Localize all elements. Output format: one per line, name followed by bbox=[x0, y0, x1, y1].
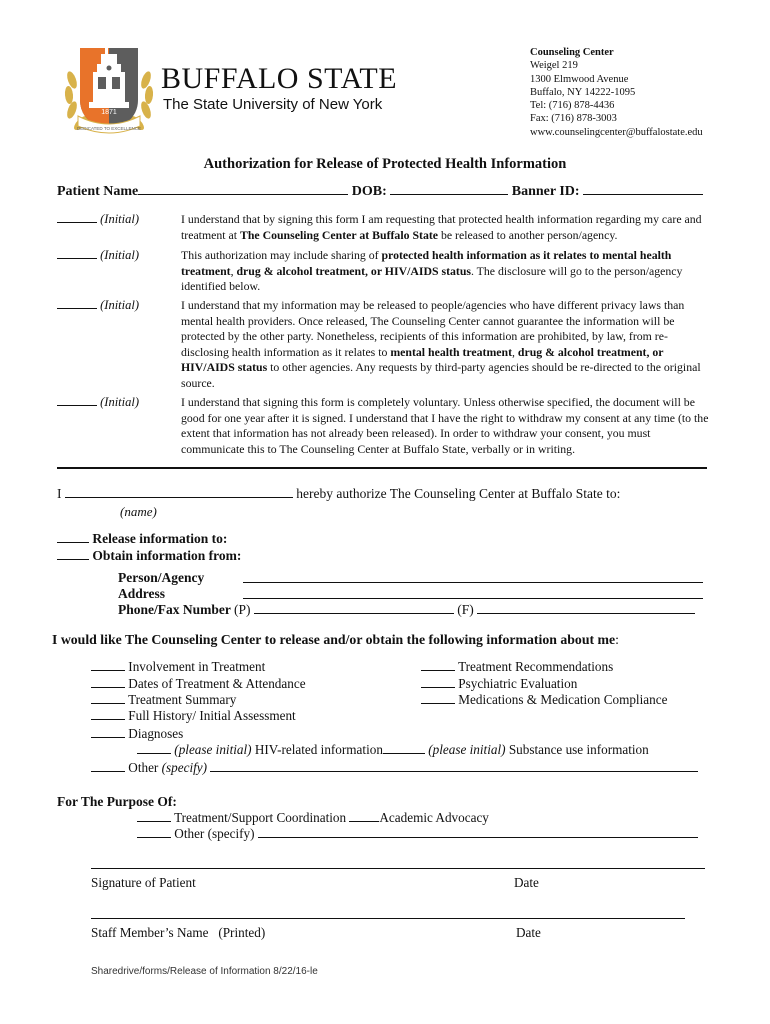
brand-subtitle: The State University of New York bbox=[163, 96, 383, 113]
please-initial-label: (please initial) bbox=[428, 742, 506, 757]
statement-text: , bbox=[230, 263, 237, 278]
purpose-row-1 bbox=[137, 810, 489, 826]
purpose-academic-label: Academic Advocacy bbox=[379, 810, 489, 825]
info-item-label: Diagnoses bbox=[128, 726, 184, 741]
info-check-field[interactable] bbox=[91, 737, 125, 738]
hiv-label: HIV-related information bbox=[254, 742, 383, 757]
statement-text: to other agencies. Any requests by third-party agencies should be re-directed to the original source. bbox=[181, 360, 701, 390]
contact-room: Weigel 219 bbox=[530, 60, 578, 72]
statement-text: I understand that my information may be released to people/agencies who have different privacy laws than mental health providers. Once released, The Counseling Center cannot guarantee the information will be protected by the other party. Nonetheless, recipients of this information are prohibited, by law, from re-disclosing health information as it relates to bbox=[181, 298, 685, 359]
initial-row-1 bbox=[57, 212, 139, 227]
info-item bbox=[91, 708, 296, 724]
divider bbox=[57, 467, 707, 469]
authorize-suffix: hereby authorize The Counseling Center at Buffalo State to: bbox=[296, 486, 621, 501]
info-check-field[interactable] bbox=[91, 687, 125, 688]
statement-bold-text: protected health information as it relates to mental health treatment bbox=[181, 248, 672, 278]
contact-tel: Tel: (716) 878-4436 bbox=[530, 100, 615, 112]
purpose-check-field[interactable] bbox=[137, 821, 171, 822]
obtain-label: Obtain information from: bbox=[92, 548, 242, 563]
contact-email[interactable]: www.counselingcenter@buffalostate.edu bbox=[530, 126, 703, 138]
date-label: Date bbox=[514, 875, 539, 890]
purpose-other-field[interactable] bbox=[258, 837, 698, 838]
info-check-field[interactable] bbox=[421, 670, 455, 671]
obtain-check-field[interactable] bbox=[57, 559, 89, 560]
release-option bbox=[57, 531, 227, 547]
seal-motto: DEDICATED TO EXCELLENCE bbox=[76, 126, 142, 131]
page-title: Authorization for Release of Protected Health Information bbox=[203, 156, 567, 172]
info-item-label: Involvement in Treatment bbox=[128, 659, 266, 674]
initial-row-4 bbox=[57, 395, 139, 410]
authorize-line bbox=[57, 486, 620, 502]
contact-fax: Fax: (716) 878-3003 bbox=[530, 113, 617, 125]
authorizer-name-field[interactable] bbox=[65, 497, 293, 498]
purpose-check-field[interactable] bbox=[137, 837, 171, 838]
other-label: Other bbox=[128, 760, 159, 775]
info-item-label: Dates of Treatment & Attendance bbox=[128, 676, 306, 691]
statement-bold-text: drug & alcohol treatment, or HIV/AIDS status bbox=[181, 344, 664, 374]
phone-field[interactable] bbox=[254, 613, 454, 614]
initial-field[interactable] bbox=[57, 258, 97, 259]
statement-bold-text: The Counseling Center at Buffalo State bbox=[239, 227, 439, 242]
info-other bbox=[91, 760, 698, 776]
patient-signature-field[interactable] bbox=[91, 868, 705, 869]
staff-name-field[interactable] bbox=[91, 918, 685, 919]
statement-bold-text: drug & alcohol treatment, or HIV/AIDS status bbox=[236, 263, 471, 278]
info-item-label: Treatment Summary bbox=[128, 692, 237, 707]
obtain-option bbox=[57, 548, 241, 564]
phone-fax-line bbox=[118, 602, 695, 618]
info-item-label: Treatment Recommendations bbox=[458, 659, 614, 674]
dob-label: DOB: bbox=[351, 184, 387, 199]
statement-text: This authorization may include sharing of bbox=[181, 248, 382, 262]
statement-2 bbox=[181, 248, 709, 295]
other-specify-field[interactable] bbox=[210, 771, 698, 772]
info-item bbox=[91, 726, 183, 742]
person-agency-field[interactable] bbox=[243, 582, 703, 583]
initial-label: (Initial) bbox=[100, 248, 140, 262]
info-item bbox=[421, 659, 613, 675]
fax-f-label: (F) bbox=[457, 602, 474, 617]
signature-patient-label: Signature of Patient bbox=[91, 875, 196, 890]
seal-year: 1871 bbox=[101, 109, 117, 116]
purpose-heading: For The Purpose Of: bbox=[57, 794, 177, 809]
dob-field[interactable] bbox=[390, 194, 508, 195]
info-item-label: Medications & Medication Compliance bbox=[458, 692, 668, 707]
purpose-check-field[interactable] bbox=[349, 821, 379, 822]
specify-label: (specify) bbox=[161, 760, 208, 775]
info-item bbox=[421, 692, 667, 708]
banner-id-field[interactable] bbox=[583, 194, 703, 195]
name-caption: (name) bbox=[120, 504, 157, 519]
statement-3 bbox=[181, 298, 709, 391]
purpose-row-2 bbox=[137, 826, 698, 842]
purpose-treatment-label: Treatment/Support Coordination bbox=[174, 810, 347, 825]
brand-title: BUFFALO STATE bbox=[161, 62, 398, 95]
info-check-field[interactable] bbox=[421, 687, 455, 688]
purpose-other-label: Other (specify) bbox=[174, 826, 255, 841]
diagnoses-subitems bbox=[137, 742, 649, 758]
banner-id-label: Banner ID: bbox=[511, 184, 580, 199]
info-item bbox=[91, 676, 306, 692]
statement-text: . The disclosure will go to the person/agency identified below. bbox=[181, 263, 683, 293]
patient-name-field[interactable] bbox=[138, 194, 348, 195]
initial-row-3 bbox=[57, 298, 139, 313]
footer-path: Sharedrive/forms/Release of Information 8/22/16-le bbox=[91, 966, 318, 977]
info-check-field[interactable] bbox=[91, 719, 125, 720]
date-label: Date bbox=[516, 925, 541, 940]
release-check-field[interactable] bbox=[57, 542, 89, 543]
initial-label: (Initial) bbox=[100, 395, 140, 409]
patient-info-line bbox=[57, 184, 703, 200]
please-initial-label: (please initial) bbox=[174, 742, 252, 757]
info-item bbox=[91, 692, 236, 708]
address-label: Address bbox=[118, 586, 166, 601]
phone-fax-label: Phone/Fax Number bbox=[118, 602, 231, 617]
info-check-field[interactable] bbox=[91, 670, 125, 671]
contact-block bbox=[530, 46, 703, 139]
info-item bbox=[421, 676, 577, 692]
info-item bbox=[91, 659, 265, 675]
initial-field[interactable] bbox=[57, 405, 97, 406]
statement-text: I understand that signing this form is completely voluntary. Unless otherwise specified, the document will be good for one year after it is signed. I understand that I have the right to withdraw my consent at any time (to the extent that information has not already been released). In order to withdraw your consent, you must communicate this to The Counseling Center at Buffalo State, verbally or in writing. bbox=[181, 395, 709, 456]
person-agency-label: Person/Agency bbox=[118, 570, 205, 585]
info-check-field[interactable] bbox=[91, 771, 125, 772]
contact-street: 1300 Elmwood Avenue bbox=[530, 73, 629, 85]
statement-1 bbox=[181, 212, 709, 243]
info-heading bbox=[52, 632, 619, 648]
phone-p-label: (P) bbox=[234, 602, 251, 617]
contact-name: Counseling Center bbox=[530, 47, 614, 58]
statement-4 bbox=[181, 395, 709, 457]
initial-label: (Initial) bbox=[100, 212, 140, 226]
authorize-prefix: I bbox=[57, 486, 62, 501]
initial-field[interactable] bbox=[57, 308, 97, 309]
statement-text: , bbox=[512, 344, 518, 359]
staff-name-label: Staff Member’s Name (Printed) bbox=[91, 925, 266, 940]
statement-bold-text: mental health treatment bbox=[390, 344, 513, 359]
info-check-field[interactable] bbox=[421, 703, 455, 704]
info-check-field[interactable] bbox=[91, 703, 125, 704]
fax-field[interactable] bbox=[477, 613, 695, 614]
initial-row-2 bbox=[57, 248, 139, 263]
initial-field[interactable] bbox=[57, 222, 97, 223]
info-item-label: Psychiatric Evaluation bbox=[458, 676, 578, 691]
statement-text: be released to another person/agency. bbox=[438, 227, 618, 242]
substance-label: Substance use information bbox=[508, 742, 649, 757]
substance-initial-field[interactable] bbox=[383, 753, 425, 754]
info-heading-text: I would like The Counseling Center to release and/or obtain the following information about me bbox=[52, 632, 616, 647]
patient-name-label: Patient Name bbox=[57, 184, 139, 199]
release-label: Release information to: bbox=[92, 531, 228, 546]
hiv-initial-field[interactable] bbox=[137, 753, 171, 754]
initial-label: (Initial) bbox=[100, 298, 140, 312]
address-field[interactable] bbox=[243, 598, 703, 599]
info-item-label: Full History/ Initial Assessment bbox=[128, 708, 296, 723]
info-heading-colon: : bbox=[615, 632, 619, 647]
statement-text: I understand that by signing this form I am requesting that protected health information regarding my care and treatment at bbox=[181, 212, 702, 242]
contact-city: Buffalo, NY 14222-1095 bbox=[530, 86, 636, 98]
